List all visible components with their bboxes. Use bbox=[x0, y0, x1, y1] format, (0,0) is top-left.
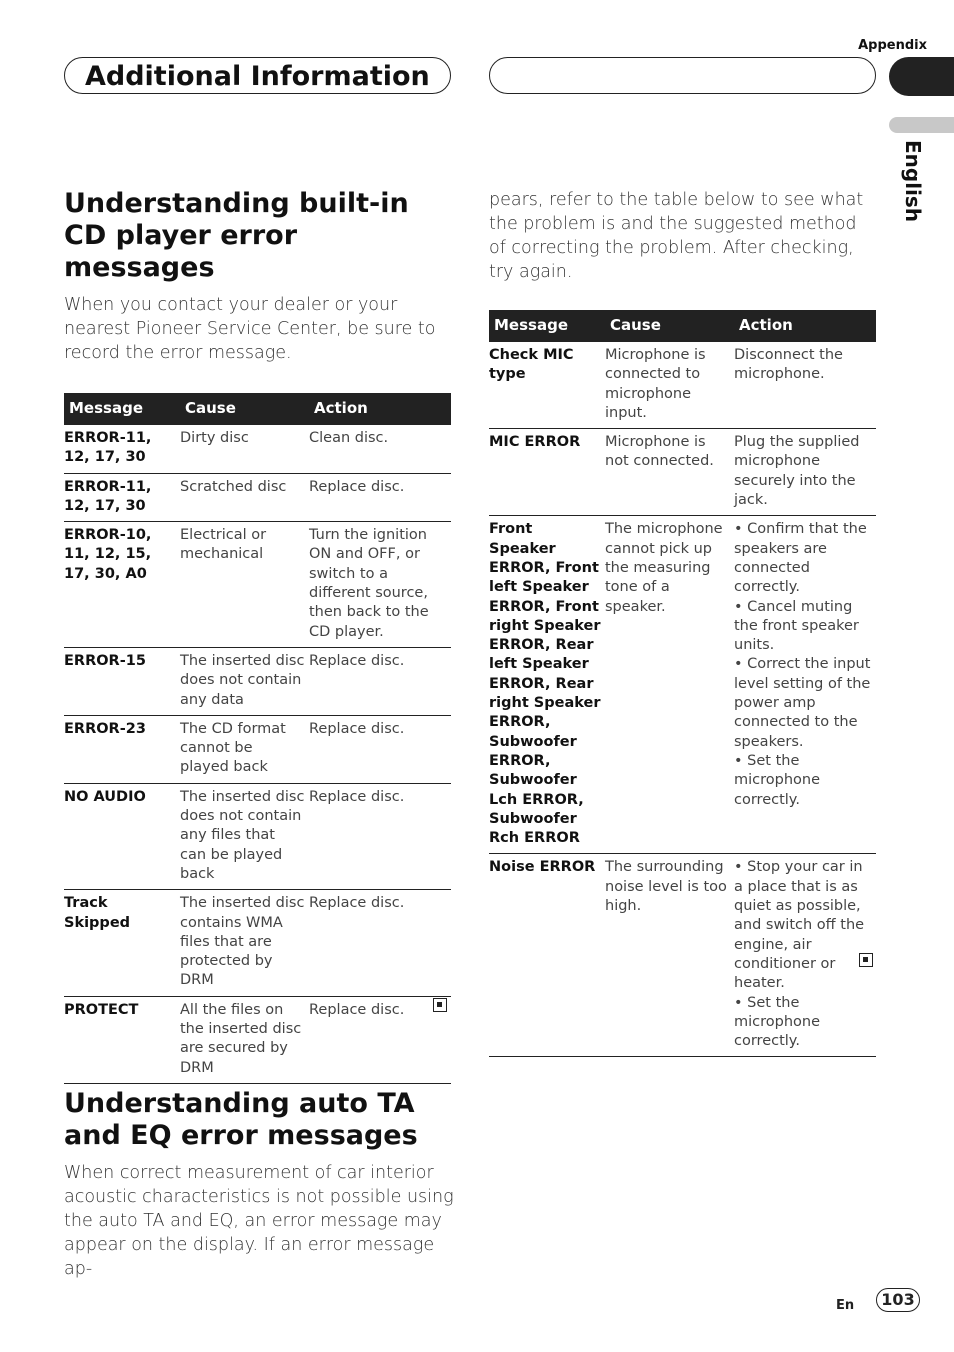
section-header-title: Additional Information bbox=[85, 61, 430, 92]
ta-eq-error-intro: When correct measurement of car interior acoustic characteristics is not possible using the auto TA and EQ, an error message may appear on the display. If an error message ap- bbox=[64, 1163, 454, 1279]
end-mark-icon bbox=[433, 998, 447, 1012]
error-message-cell: PROTECT bbox=[64, 996, 180, 1083]
cd-error-table bbox=[64, 393, 451, 1084]
error-cause-cell: The inserted disc contains WMA files that are protected by DRM bbox=[180, 890, 309, 996]
ta-eq-error-table bbox=[489, 310, 876, 1057]
language-tab-label: English bbox=[901, 140, 925, 223]
table-row bbox=[489, 854, 876, 1057]
footer-language: En bbox=[836, 1298, 855, 1313]
error-cause-cell: The microphone cannot pick up the measuring tone of a speaker. bbox=[605, 516, 734, 854]
error-message-cell: Check MIC type bbox=[489, 342, 605, 429]
error-message-cell: ERROR-11, 12, 17, 30 bbox=[64, 425, 180, 473]
ta-eq-error-intro-continued: pears, refer to the table below to see what the problem is and the suggested method of correcting the problem. After checking, try again. bbox=[489, 190, 864, 282]
error-action-cell: Plug the supplied microphone securely into the jack. bbox=[734, 429, 876, 516]
table-row bbox=[64, 996, 451, 1083]
column-header: Cause bbox=[180, 393, 309, 425]
table-row bbox=[64, 647, 451, 715]
language-tab-marker bbox=[889, 117, 954, 133]
section-header-empty bbox=[489, 57, 876, 94]
error-message-cell: Noise ERROR bbox=[489, 854, 605, 1057]
end-mark-icon bbox=[859, 953, 873, 967]
page-number: 103 bbox=[876, 1288, 920, 1312]
cd-error-intro: When you contact your dealer or your nearest Pioneer Service Center, be sure to record the error message. bbox=[64, 295, 436, 363]
ta-eq-error-title: Understanding auto TA and EQ error messages bbox=[64, 1088, 418, 1151]
error-cause-cell: Microphone is connected to microphone input. bbox=[605, 342, 734, 429]
error-action-cell: Replace disc. bbox=[309, 715, 451, 783]
error-action-cell: Replace disc. bbox=[309, 890, 451, 996]
error-cause-cell: The inserted disc does not contain any files that can be played back bbox=[180, 783, 309, 889]
error-message-cell: Front Speaker ERROR, Front left Speaker ERROR, Front right Speaker ERROR, Rear left Speaker ERROR, Rear right Speaker ERROR, Subwoofer ERROR, Subwoofer Lch ERROR, Subwoofer Rch ERROR bbox=[489, 516, 605, 854]
column-header: Message bbox=[64, 393, 180, 425]
error-action-cell: Replace disc. bbox=[309, 996, 451, 1083]
error-message-cell: Track Skipped bbox=[64, 890, 180, 996]
error-cause-cell: Dirty disc bbox=[180, 425, 309, 473]
error-message-cell: ERROR-23 bbox=[64, 715, 180, 783]
ta-eq-error-continued bbox=[489, 188, 876, 1057]
error-action-cell: • Confirm that the speakers are connected correctly. • Cancel muting the front speaker units. • Correct the input level setting of the power amp connected to the speakers. • Set the microphone correctly. bbox=[734, 516, 876, 854]
error-action-cell: Replace disc. bbox=[309, 647, 451, 715]
appendix-label: Appendix bbox=[858, 38, 927, 53]
table-row bbox=[64, 783, 451, 889]
column-header: Cause bbox=[605, 310, 734, 342]
error-message-cell: NO AUDIO bbox=[64, 783, 180, 889]
error-cause-cell: Scratched disc bbox=[180, 473, 309, 522]
error-cause-cell: The surrounding noise level is too high. bbox=[605, 854, 734, 1057]
table-row bbox=[489, 429, 876, 516]
error-cause-cell: Electrical or mechanical bbox=[180, 522, 309, 648]
table-header-row bbox=[64, 393, 451, 425]
error-action-cell: Turn the ignition ON and OFF, or switch to a different source, then back to the CD player. bbox=[309, 522, 451, 648]
column-header: Action bbox=[309, 393, 451, 425]
error-action-cell: • Stop your car in a place that is as quiet as possible, and switch off the engine, air conditioner or heater. • Set the microphone correctly. bbox=[734, 854, 876, 1057]
section-tab-marker bbox=[889, 57, 954, 96]
error-action-cell: Disconnect the microphone. bbox=[734, 342, 876, 429]
table-row bbox=[64, 425, 451, 473]
error-message-cell: ERROR-15 bbox=[64, 647, 180, 715]
error-action-cell: Replace disc. bbox=[309, 783, 451, 889]
section-header bbox=[64, 57, 451, 94]
cd-error-section bbox=[64, 188, 451, 1084]
error-message-cell: MIC ERROR bbox=[489, 429, 605, 516]
table-row bbox=[64, 473, 451, 522]
error-cause-cell: The CD format cannot be played back bbox=[180, 715, 309, 783]
table-row bbox=[489, 342, 876, 429]
table-row bbox=[64, 715, 451, 783]
table-header-row bbox=[489, 310, 876, 342]
cd-error-title: Understanding built-in CD player error messages bbox=[64, 188, 409, 283]
error-cause-cell: All the files on the inserted disc are secured by DRM bbox=[180, 996, 309, 1083]
column-header: Action bbox=[734, 310, 876, 342]
error-cause-cell: The inserted disc does not contain any data bbox=[180, 647, 309, 715]
error-action-cell: Clean disc. bbox=[309, 425, 451, 473]
table-row bbox=[64, 522, 451, 648]
table-row bbox=[64, 890, 451, 996]
error-message-cell: ERROR-11, 12, 17, 30 bbox=[64, 473, 180, 522]
table-row bbox=[489, 516, 876, 854]
language-tab bbox=[885, 140, 939, 223]
error-action-cell: Replace disc. bbox=[309, 473, 451, 522]
error-message-cell: ERROR-10, 11, 12, 15, 17, 30, A0 bbox=[64, 522, 180, 648]
error-cause-cell: Microphone is not connected. bbox=[605, 429, 734, 516]
column-header: Message bbox=[489, 310, 605, 342]
ta-eq-error-section bbox=[64, 1088, 454, 1281]
